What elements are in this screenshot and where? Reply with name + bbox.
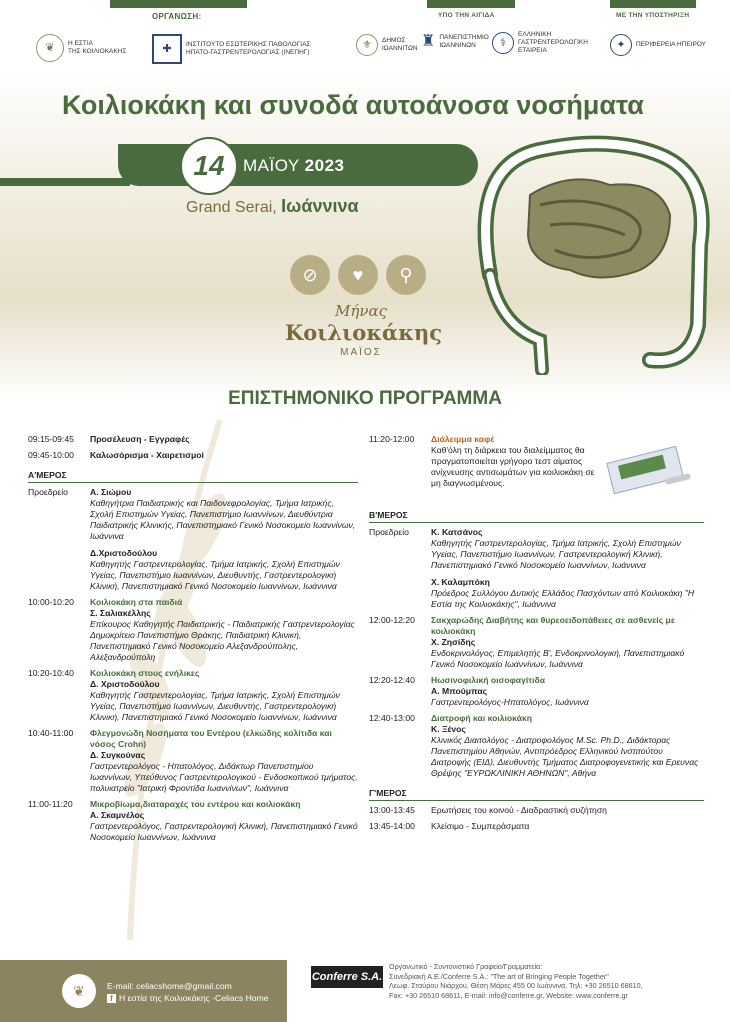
program-right-column (369, 434, 704, 832)
contact-email[interactable]: E-mail: celiacshome@gmail.com (107, 981, 232, 991)
header-tab (427, 0, 515, 8)
university-logo: ♜ ΠΑΝΕΠΙΣΤΗΜΙΟ ΙΩΑΝΝΙΝΩΝ (421, 33, 489, 50)
header-tab (610, 0, 696, 8)
estia-logo: ❦ Η ΕΣΤΙΑ ΤΗΣ ΚΟΙΛΙΟΚΑΚΗΣ (36, 34, 126, 62)
schedule-row: 13:00-13:45 Ερωτήσεις του κοινού - Διαδραστική συζήτηση (369, 805, 607, 815)
facebook-link[interactable]: f Η εστία της Κοιλιοκάκης -Celiacs Home (107, 993, 269, 1003)
auspices-label: ΥΠΟ ΤΗΝ ΑΙΓΙΔΑ (438, 12, 495, 19)
month-label-big: Κοιλιοκάκης (285, 320, 443, 345)
chair-row: Προεδρείο Κ. Κατσάνος Καθηγητής Γαστρεντερολογίας, Τμήμα Ιατρικής, Σχολή Επιστημών Υγείας, Πανεπιστήμιο Ιωαννίνων, Γαστρεντερολογική Κλινική, Πανεπιστημιακό Γενικό Νοσοκομείο Ιωαννίνων, Ιωάννινα Χ. Καλαμπόκη Πρόεδρος Συλλόγου Δυτικής Ελλάδος Πασχόντων από Κοιλιοκάκη "Η Εστία της Κοιλιοκάκης", Ιωάννινα (369, 527, 695, 609)
dimos-logo: ⚜ ΔΗΜΟΣ ΙΩΑΝΝΙΤΩΝ (356, 34, 418, 56)
conferre-info: Οργανωτικό - Συντονιστικό Γραφείο/Γραμματεία: Συνεδριακή Α.Ε./Conferre S.A.: "The art of Bringing People Together" Λεωφ. Σταύρου Νιάρχου, Θέση Μάρες 455 00 Ιωάννινα, Τηλ: +30 26510 68610, Fax: +30 26510 68611, E-mail: info@conferre.gr, Website: www.conferre.gr (389, 962, 643, 1000)
organizers-label: ΟΡΓΑΝΩΣΗ: (152, 12, 202, 21)
inepig-logo: ✚ ΙΝΣΤΙΤΟΥΤΟ ΕΣΩΤΕΡΙΚΗΣ ΠΑΘΟΛΟΓΙΑΣ ΗΠΑΤΟ-ΓΑΣΤΡΕΝΤΕΡΟΛΟΓΙΑΣ (ΙΝΕΠΗΓ) (152, 34, 310, 64)
region-icon: ✦ (610, 34, 632, 56)
session-row: 11:00-11:20 Μικροβίωμα,διαταραχές του εντέρου και κοιλιοκάκη Α. Σκαμνέλος Γαστρεντερολόγος, Γαστρεντερολογική Κλινική, Πανεπιστημιακό Γενικό Νοσοκομείο Ιωαννίνων, Ιωάννινα (28, 799, 358, 842)
section-a-heading: Α'ΜΕΡΟΣ (28, 470, 358, 483)
magnifier-icon: ⚲ (386, 255, 426, 295)
venue: Grand Serai, Ιωάννινα (186, 196, 359, 216)
footer-contact (0, 960, 287, 1022)
header-tab (110, 0, 247, 8)
institute-icon: ✚ (152, 34, 182, 64)
schedule-row: 09:15-09:45 Προσέλευση - Εγγραφές (28, 434, 190, 444)
gastro-society-logo: ⚕ ΕΛΛΗΝΙΚΗ ΓΑΣΤΡΕΝΤΕΡΟΛΟΓΙΚΗ ΕΤΑΙΡΕΙΑ (492, 31, 588, 55)
chair-row: Προεδρείο Α. Σιώμου Καθηγήτρια Παιδιατρικής και Παιδονεφρολογίας, Τμήμα Ιατρικής, Σχολή Επιστημών Υγείας, Πανεπιστήμιο Ιωαννίνων, Διευθύντρια Παιδιατρικής Κλινικής, Πανεπιστημιακό Γενικό Νοσοκομείο Ιωαννίνων, Ιωάννινα Δ.Χριστοδούλου Καθηγητής Γαστρεντερολογίας, Τμήμα Ιατρικής, Σχολή Επιστημών Υγείας, Πανεπιστήμιο Ιωαννίνων, Διευθυντής, Γαστρεντερολογική Κλινική, Πανεπιστημιακό Γενικό Νοσοκομείο Ιωαννίνων, Ιωάννινα (28, 487, 356, 591)
rapid-test-illustration (605, 446, 697, 496)
conferre-logo: Conferre S.A. (311, 966, 383, 988)
no-gluten-icon: ⊘ (290, 255, 330, 295)
session-row: 12:20-12:40 Ηωσινοφιλική οισοφαγίτιδα Α. Μπούμπας Γαστρεντερολόγος-Ηπατολόγος, Ιωάννινα (369, 675, 589, 707)
region-logo: ✦ ΠΕΡΙΦΕΡΕΙΑ ΗΠΕΙΡΟΥ (610, 34, 706, 56)
program-left-column (28, 434, 358, 843)
session-row: 10:00-10:20 Κοιλιοκάκη στα παιδιά Σ. Σαλιακέλλης Επίκουρος Καθηγητής Παιδιατρικής - Παιδιατρικής Γαστρεντερολογίας Δημοκρίτειο Πανεπιστήμιο Θράκης, Παιδιατρική Κλινική, Πανεπιστημιακό Γενικό Νοσοκομείο Αλεξανδρούπολης, Αλεξανδρούπολη (28, 597, 355, 662)
section-c-heading: Γ'ΜΕΡΟΣ (369, 788, 704, 801)
month-label-small: Μήνας (335, 302, 387, 320)
schedule-row: 13:45-14:00 Κλείσιμο - Συμπεράσματα (369, 821, 530, 831)
seal-icon: ⚜ (356, 34, 378, 56)
theme-icons (290, 255, 426, 295)
session-row: 10:20-10:40 Κοιλιοκάκη στους ενήλικες Δ. Χριστοδούλου Καθηγητής Γαστρεντερολογίας, Τμήμα Ιατρικής, Σχολή Επιστημών Υγείας, Πανεπιστήμιο Ιωαννίνων, Διευθυντής, Γαστρεντερολογική Κλινική, Πανεπιστημιακό Γενικό Νοσοκομείο Ιωαννίνων, Ιωάννινα (28, 668, 340, 722)
intestine-illustration (460, 125, 720, 375)
university-icon: ♜ (421, 33, 436, 50)
program-title: ΕΠΙΣΤΗΜΟΝΙΚΟ ΠΡΟΓΡΑΜΜΑ (228, 388, 502, 409)
schedule-row: 09:45-10:00 Καλωσόρισμα - Χαιρετισμοί (28, 450, 204, 460)
event-title: Κοιλιοκάκη και συνοδά αυτοάνοσα νοσήματα (62, 90, 644, 120)
session-row: 10:40-11:00 Φλεγμονώδη Νοσήματα του Εντέρου (ελκώδης κολίτιδα και νόσος Crohn) Δ. Συγκούνας Γαστρεντερολόγος - Ηπατολόγος, Διδάκτωρ Πανεπιστημίου Ιωαννίνων, Υπεύθυνος Γαστρεντερολογικού - Ενδοσκοπικού τμήματος, πολυιατρείο "Ιατρική Φροντίδα Ιωαννίνων", Ιωάννινα (28, 728, 358, 793)
wheat-icon: ❦ (36, 34, 64, 62)
month-label-sub: ΜΑΪΟΣ (340, 347, 382, 358)
break-row: 11:20-12:00 Διάλειμμα καφέ Καθ'όλη τη διάρκεια του διαλείμματος θα πραγματοποιείται γρήγορο τεστ αίματος ανίχνευσης αντισωμάτων για κοιλιοκάκη σε μη διαγνωσμένους. (369, 434, 704, 496)
date-day: 14 (180, 137, 238, 195)
section-b-heading: Β'ΜΕΡΟΣ (369, 510, 704, 523)
date-month: ΜΑΪΟΥ 2023 (243, 156, 345, 175)
session-row: 12:40-13:00 Διατροφή και κοιλιοκάκη Κ. Ξένος Κλινικός Διαιτολόγος - Διατροφολόγος M.Sc. Ph.D., Διδάκτορας Πανεπιστημίου Αθηνών, Αντιπρόεδρος Ελληνικού Ινστιτούτου Διατροφής (ΕΙΔ), Διευθυντής Τμήματος Διατροφογενετικής και Ερευνας Θρέψης "ΕΥΡΩΚΛΙΝΙΚΗ ΑΘΗΝΩΝ", Αθήνα (369, 713, 699, 778)
facebook-icon: f (107, 994, 116, 1003)
heart-icon: ♥ (338, 255, 378, 295)
session-row: 12:00-12:20 Σακχαρώδης Διαβήτης και θυρεοειδοπάθειες σε ασθενείς με κοιλιοκάκη Χ. Ζησίδης Ενδοκρινολόγος, Επιμελητής Β', Ενδοκρινολογική, Πανεπιστημιακό Γενικό Νοσοκομείο Ιωαννίνων, Ιωάννινα (369, 615, 685, 669)
support-label: ΜΕ ΤΗΝ ΥΠΟΣΤΗΡΙΞΗ (616, 12, 690, 19)
estia-footer-logo: ❦ (62, 974, 96, 1008)
society-icon: ⚕ (492, 32, 514, 54)
